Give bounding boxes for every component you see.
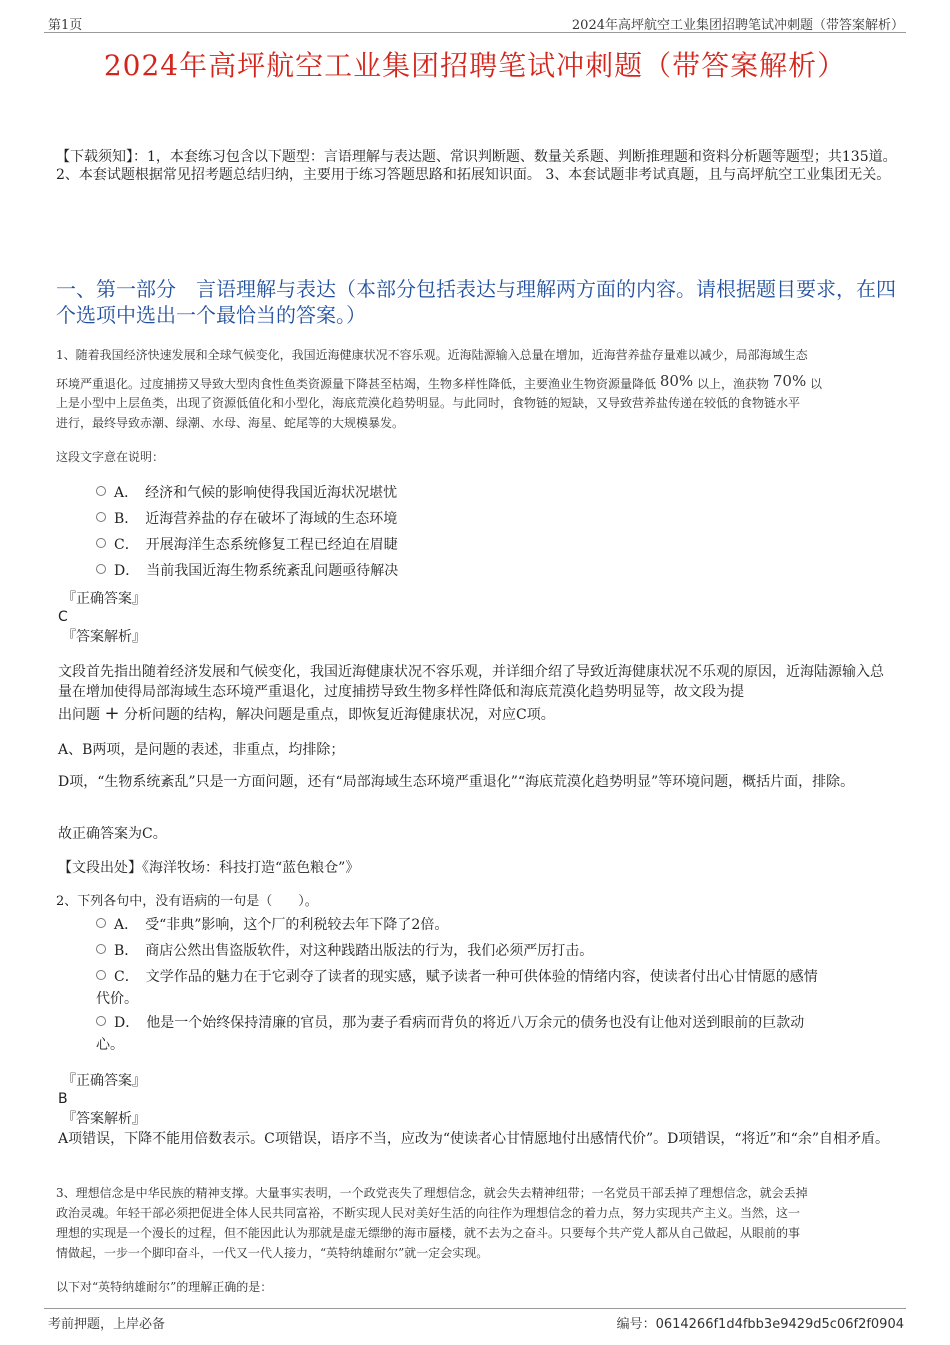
q1-analysis-4: 故正确答案为C。 [58,826,167,842]
option-label: A． 经济和气候的影响使得我国近海状况堪忧 [114,485,398,501]
q3-stem-line-3: 理想的实现是一个漫长的过程，但不能因此认为那就是虚无缥缈的海市蜃楼，就不去为之奋斗。只要每个共产党人都从自己做起，从眼前的事 [56,1226,801,1240]
q1-source: 【文段出处】《海洋牧场：科技打造“蓝色粮仓”》 [58,860,360,876]
header-doc-title: 2024年高坪航空工业集团招聘笔试冲刺题（带答案解析） [571,18,904,33]
q1-stem-line-1: 1、随着我国经济快速发展和全球气候变化，我国近海健康状况不容乐观。近海陆源输入总量在增加，近海营养盐存量难以减少，局部海域生态 [56,348,808,362]
page-number: 第1页 [48,18,83,33]
q1-analysis-1: 文段首先指出随着经济发展和气候变化，我国近海健康状况不容乐观，并详细介绍了导致近海健康状况不乐观的原因，近海陆源输入总量在增加使得局部海域生态环境严重退化，过度捕捞导致生物多样性降低和海底荒漠化趋势明显等，故文段为提 [58,664,884,700]
q2-option-d-cont: 心。 [96,1037,124,1053]
q2-answer: B [58,1091,68,1107]
q1-percent-2: 70% [772,372,807,390]
q2-analysis-label: 『答案解析』 [62,1111,146,1127]
q2-option-c[interactable] [96,966,896,988]
q1-stem-line-4: 进行，最终导致赤潮、绿潮、水母、海星、蛇尾等的大规模暴发。 [56,416,405,430]
radio-icon[interactable] [96,918,106,928]
option-label: B． 近海营养盐的存在破坏了海域的生态环境 [114,511,398,527]
footer-slogan: 考前押题，上岸必备 [48,1317,166,1332]
section-heading: 一、第一部分 言语理解与表达（本部分包括表达与理解两方面的内容。请根据题目要求，在四个选项中选出一个最恰当的答案。） [56,277,896,327]
q2-option-a[interactable] [96,914,896,936]
q1-answer-label: 『正确答案』 [62,591,146,607]
q3-stem-line-4: 情做起，一步一个脚印奋斗，一代又一代人接力，“英特纳雄耐尔”就一定会实现。 [56,1246,489,1260]
q2-analysis: A项错误，下降不能用倍数表示。C项错误，语序不当，应改为“使读者心甘情愿地付出感情代价”。D项错误，“将近”和“余”自相矛盾。 [58,1131,889,1147]
radio-icon[interactable] [96,564,106,574]
q1-analysis-2: A、B两项，是问题的表述，非重点，均排除； [58,742,345,758]
analysis-text: 出问题 [58,707,100,723]
q1-option-b[interactable] [96,506,896,532]
plus-sign: + [104,703,120,724]
q1-stem-text: 环境严重退化。过度捕捞又导致大型肉食性鱼类资源量下降甚至枯竭，生物多样性降低，主要渔业生物资源量降低 [56,377,657,391]
q2-option-b[interactable] [96,940,896,962]
q2-stem: 2、下列各句中，没有语病的一句是（ ）。 [56,894,318,909]
q1-analysis-3: D项，“生物系统紊乱”只是一方面问题，还有“局部海域生态环境严重退化”“海底荒漠化趋势明显”等环境问题，概括片面，排除。 [58,774,855,790]
download-notice: 【下载须知】：1，本套练习包含以下题型：言语理解与表达题、常识判断题、数量关系题、判断推理题和资料分析题等题型；共135道。 2、本套试题根据常见招考题总结归纳，主要用于练习答题思路和拓展知识面。 3、本套试题非考试真题，且与高坪航空工业集团无关。 [56,149,897,183]
option-label: C． 文学作品的魅力在于它剥夺了读者的现实感，赋予读者一种可供体验的情绪内容，使读者付出心甘情愿的感情 [114,969,818,985]
q1-stem-line-3: 上是小型中上层鱼类，出现了资源低值化和小型化，海底荒漠化趋势明显。与此同时，食物链的短缺，又导致营养盐传递在较低的食物链水平 [56,396,801,410]
q1-prompt: 这段文字意在说明： [56,450,165,464]
radio-icon[interactable] [96,512,106,522]
radio-icon[interactable] [96,538,106,548]
q1-stem-text: 以上，渔获物 [697,377,770,391]
q2-option-c-cont: 代价。 [96,991,138,1007]
radio-icon[interactable] [96,1016,106,1026]
q1-option-c[interactable] [96,532,896,558]
radio-icon[interactable] [96,486,106,496]
q1-answer: C [58,609,68,625]
q1-option-d[interactable] [96,558,896,584]
radio-icon[interactable] [96,944,106,954]
option-label: B． 商店公然出售盗版软件，对这种践踏出版法的行为，我们必须严厉打击。 [114,943,594,959]
q2-option-d[interactable] [96,1012,896,1034]
q1-option-a[interactable] [96,480,896,506]
option-label: A． 受“非典”影响，这个厂的利税较去年下降了2倍。 [114,917,449,933]
footer-code-label: 编号： [616,1317,656,1332]
q1-stem-text: 以 [810,377,823,391]
footer-code-value: 0614266f1d4fbb3e9429d5c06f2f0904 [655,1317,904,1332]
radio-icon[interactable] [96,970,106,980]
q1-analysis-1b [58,704,890,725]
q2-answer-label: 『正确答案』 [62,1073,146,1089]
page-title: 2024年高坪航空工业集团招聘笔试冲刺题（带答案解析） [103,49,847,82]
option-label: C． 开展海洋生态系统修复工程已经迫在眉睫 [114,537,398,553]
analysis-text: 分析问题的结构，解决问题是重点，即恢复近海健康状况，对应C项。 [124,707,555,723]
q1-analysis-label: 『答案解析』 [62,629,146,645]
option-label: D． 当前我国近海生物系统紊乱问题亟待解决 [114,563,399,579]
q3-prompt: 以下对“英特纳雄耐尔”的理解正确的是： [56,1280,273,1294]
option-label: D． 他是一个始终保持清廉的官员，那为妻子看病而背负的将近八万余元的债务也没有让他对送到眼前的巨款动 [114,1015,805,1031]
q3-stem-line-1: 3、理想信念是中华民族的精神支撑。大量事实表明，一个政党丧失了理想信念，就会失去精神纽带；一名党员干部丢掉了理想信念，就会丢掉 [56,1186,808,1200]
q3-stem-line-2: 政治灵魂。年轻干部必须把促进全体人民共同富裕，不断实现人民对美好生活的向往作为理想信念的着力点，努力实现共产主义。当然，这一 [56,1206,801,1220]
q1-percent-1: 80% [659,372,694,390]
footer-code [617,1313,904,1332]
header-divider [44,32,906,33]
footer-divider [44,1308,906,1309]
